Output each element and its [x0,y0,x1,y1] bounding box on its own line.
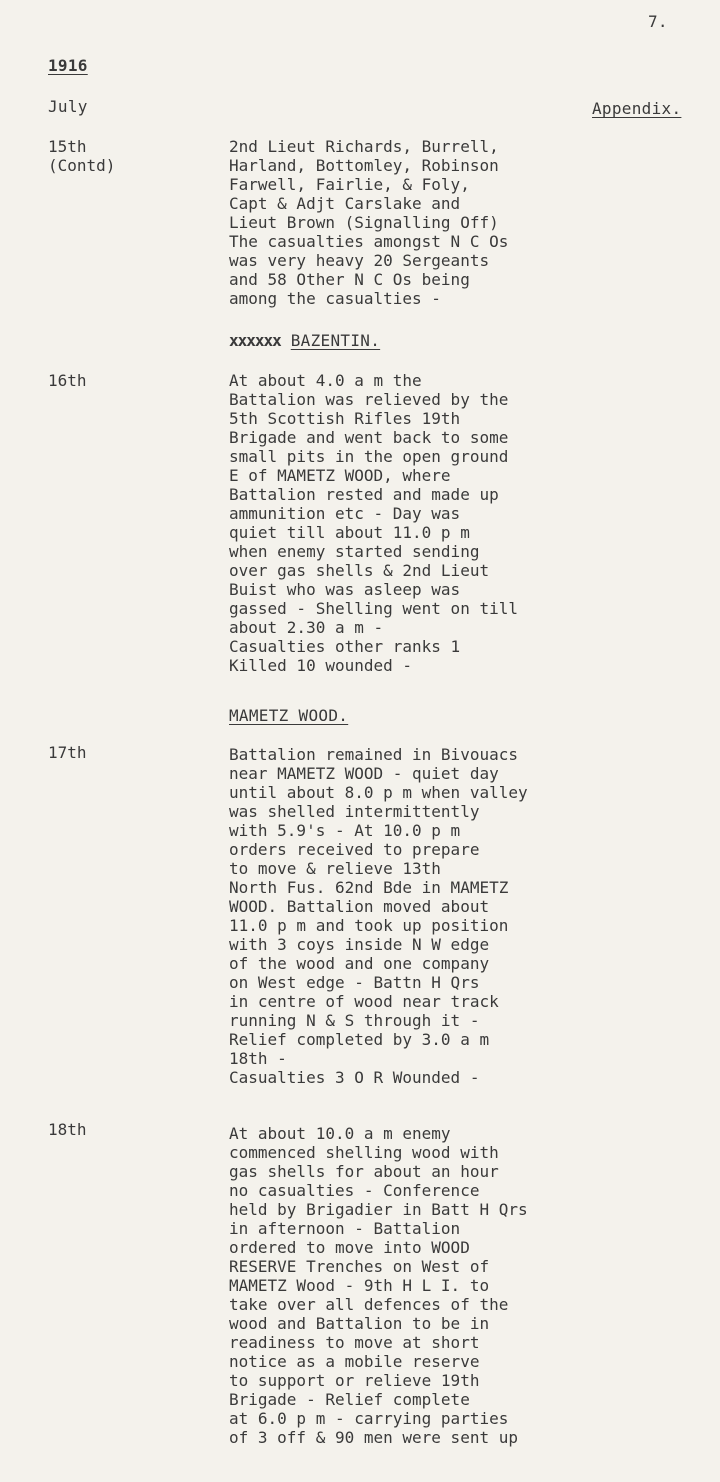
entry-line: held by Brigadier in Batt H Qrs [229,1200,528,1219]
entry-line: of the wood and one company [229,954,490,973]
entry-line: among the casualties - [229,289,441,308]
entry-line: running N & S through it - [229,1011,480,1030]
entry-line: was shelled intermittently [229,802,480,821]
entry-line: Battalion was relieved by the [229,390,509,409]
entry-line: Harland, Bottomley, Robinson [229,156,499,175]
entry-line: Capt & Adjt Carslake and [229,194,461,213]
entry-line: no casualties - Conference [229,1181,480,1200]
entry-line: to support or relieve 19th [229,1371,480,1390]
entry-line: Lieut Brown (Signalling Off) [229,213,499,232]
entry-line: orders received to prepare [229,840,480,859]
entry-line: near MAMETZ WOOD - quiet day [229,764,499,783]
entry-line: of 3 off & 90 men were sent up [229,1428,518,1447]
entry-line: in centre of wood near track [229,992,499,1011]
entry-line: Casualties 3 O R Wounded - [229,1068,480,1087]
entry-line: in afternoon - Battalion [229,1219,461,1238]
entry-text-18th [229,1124,528,1447]
entry-line: and 58 Other N C Os being [229,270,470,289]
entry-line: small pits in the open ground [229,447,509,466]
entry-line: Killed 10 wounded - [229,656,413,675]
entry-line: Battalion rested and made up [229,485,499,504]
location-heading-mametz-wood: MAMETZ WOOD. [229,706,349,725]
entry-line: on West edge - Battn H Qrs [229,973,480,992]
entry-line: commenced shelling wood with [229,1143,499,1162]
appendix-label: Appendix. [592,99,682,118]
entry-date-17th: 17th [48,743,87,762]
entry-line: RESERVE Trenches on West of [229,1257,490,1276]
entry-line: wood and Battalion to be in [229,1314,490,1333]
entry-line: over gas shells & 2nd Lieut [229,561,490,580]
entry-line: North Fus. 62nd Bde in MAMETZ [229,878,509,897]
entry-line: WOOD. Battalion moved about [229,897,490,916]
entry-line: MAMETZ Wood - 9th H L I. to [229,1276,490,1295]
location-heading-bazentin [229,331,380,350]
entry-text-17th [229,745,528,1087]
entry-line: with 5.9's - At 10.0 p m [229,821,461,840]
entry-line: until about 8.0 p m when valley [229,783,528,802]
page-number: 7. [648,12,668,31]
bazentin-label: BAZENTIN. [290,331,381,350]
struck-out-text: xxxxxx [229,331,281,350]
entry-text-15th [229,137,508,308]
month-heading: July [48,97,88,116]
year-heading: 1916 [48,56,88,75]
entry-line: gas shells for about an hour [229,1162,499,1181]
entry-line: E of MAMETZ WOOD, where [229,466,451,485]
entry-date-16th: 16th [48,371,87,390]
entry-line: when enemy started sending [229,542,480,561]
entry-line: ammunition etc - Day was [229,504,461,523]
entry-line: Relief completed by 3.0 a m [229,1030,490,1049]
entry-text-16th [229,371,518,675]
entry-line: At about 10.0 a m enemy [229,1124,451,1143]
entry-line: At about 4.0 a m the [229,371,422,390]
entry-line: notice as a mobile reserve [229,1352,480,1371]
entry-line: ordered to move into WOOD [229,1238,470,1257]
entry-date-15th: 15th [48,137,87,156]
entry-line: at 6.0 p m - carrying parties [229,1409,509,1428]
entry-line: to move & relieve 13th [229,859,441,878]
entry-line: Farwell, Fairlie, & Foly, [229,175,470,194]
entry-line: Buist who was asleep was [229,580,461,599]
entry-line: was very heavy 20 Sergeants [229,251,490,270]
entry-line: 11.0 p m and took up position [229,916,509,935]
entry-line: quiet till about 11.0 p m [229,523,470,542]
entry-line: The casualties amongst N C Os [229,232,509,251]
entry-line: readiness to move at short [229,1333,480,1352]
entry-date-18th: 18th [48,1120,87,1139]
entry-line: take over all defences of the [229,1295,509,1314]
entry-line: Battalion remained in Bivouacs [229,745,518,764]
entry-line: about 2.30 a m - [229,618,384,637]
entry-line: Casualties other ranks 1 [229,637,461,656]
entry-line: gassed - Shelling went on till [229,599,518,618]
entry-line: Brigade and went back to some [229,428,509,447]
entry-line: Brigade - Relief complete [229,1390,470,1409]
entry-line: with 3 coys inside N W edge [229,935,490,954]
entry-line: 5th Scottish Rifles 19th [229,409,461,428]
entry-line: 2nd Lieut Richards, Burrell, [229,137,499,156]
entry-date-sub: (Contd) [48,156,116,175]
entry-line: 18th - [229,1049,287,1068]
